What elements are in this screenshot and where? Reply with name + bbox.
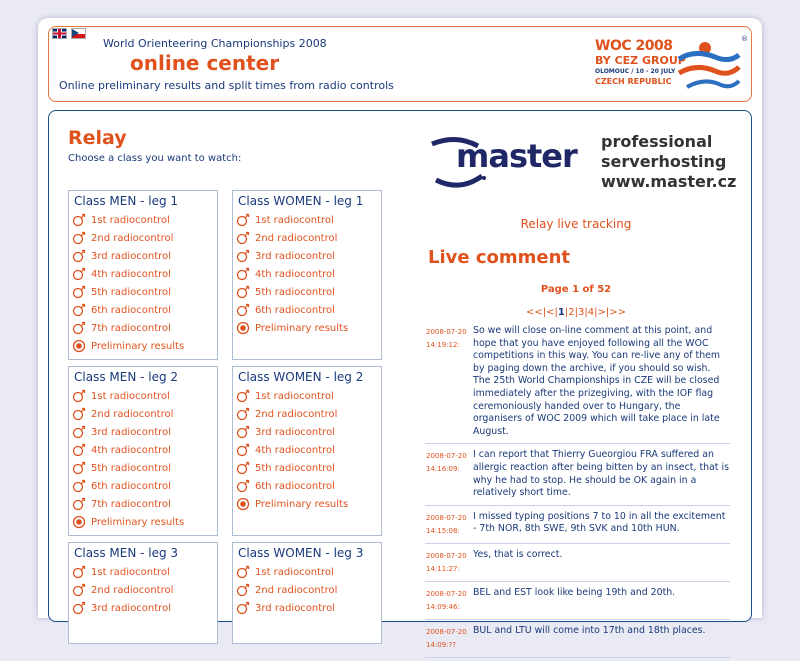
link-label: 7th radiocontrol: [91, 322, 171, 334]
radiocontrol-link[interactable]: [236, 423, 381, 441]
class-title: Class WOMEN - leg 3: [238, 546, 364, 560]
comment-text: Yes, that is correct.: [473, 548, 563, 560]
link-label: 6th radiocontrol: [91, 304, 171, 316]
site-title: online center: [130, 51, 280, 75]
radiocontrol-link[interactable]: [72, 301, 217, 319]
radiocontrol-link[interactable]: [72, 319, 217, 337]
comment-timestamp: [425, 549, 473, 576]
radiocontrol-link[interactable]: [236, 229, 381, 247]
radiocontrol-link[interactable]: [72, 563, 217, 581]
section-title: Relay: [68, 127, 127, 149]
logo-line4: CZECH REPUBLIC: [595, 77, 672, 86]
site-subtitle: Online preliminary results and split times from radio controls: [59, 79, 394, 92]
radiocontrol-icon: [72, 267, 86, 281]
comment-timestamp: [425, 511, 473, 538]
link-label: 2nd radiocontrol: [91, 232, 174, 244]
preliminary-results-link[interactable]: [72, 513, 217, 531]
radiocontrol-icon: [72, 285, 86, 299]
comment-timestamp: [425, 625, 473, 652]
comment-item: [425, 323, 730, 444]
comment-item: [425, 509, 730, 544]
radiocontrol-icon: [72, 479, 86, 493]
comment-item: [425, 447, 730, 505]
radiocontrol-link[interactable]: [72, 495, 217, 513]
comment-time: 14:15:08:: [426, 526, 460, 535]
radiocontrol-icon: [72, 565, 86, 579]
link-label: 5th radiocontrol: [255, 462, 335, 474]
link-label: 6th radiocontrol: [255, 304, 335, 316]
woc-logo: [595, 35, 748, 95]
radiocontrol-link[interactable]: [72, 387, 217, 405]
link-label: 1st radiocontrol: [255, 566, 334, 578]
radiocontrol-link[interactable]: [72, 405, 217, 423]
link-label: Preliminary results: [91, 340, 185, 352]
radiocontrol-icon: [236, 285, 250, 299]
comment-date: 2008-07-20: [426, 627, 467, 636]
link-label: 3rd radiocontrol: [255, 250, 335, 262]
radiocontrol-link[interactable]: [72, 247, 217, 265]
radiocontrol-link[interactable]: [72, 423, 217, 441]
comment-list: [425, 323, 730, 661]
page-link-4[interactable]: 4: [587, 307, 595, 318]
class-link-list: [233, 210, 381, 337]
sponsor-tagline-1: professional: [601, 132, 713, 151]
class-box: [68, 542, 218, 644]
preliminary-results-link[interactable]: [236, 319, 381, 337]
class-link-list: [233, 386, 381, 513]
next-page-link[interactable]: >: [597, 307, 606, 318]
event-name: World Orienteering Championships 2008: [103, 37, 327, 50]
link-label: Preliminary results: [255, 498, 349, 510]
radiocontrol-link[interactable]: [72, 459, 217, 477]
radiocontrol-link[interactable]: [236, 581, 381, 599]
runner-logo-icon: [675, 37, 743, 95]
link-label: 4th radiocontrol: [255, 444, 335, 456]
link-label: 2nd radiocontrol: [255, 232, 338, 244]
comment-date: 2008-07-20: [426, 513, 467, 522]
link-label: 3rd radiocontrol: [91, 250, 171, 262]
link-label: 2nd radiocontrol: [91, 584, 174, 596]
radiocontrol-icon: [72, 213, 86, 227]
comment-text: I can report that Thierry Gueorgiou FRA suffered an allergic reaction after being bitten by an insect, that is why he had to stop. He should be OK again in a relatively short time.: [473, 449, 729, 499]
cz-flag-icon[interactable]: [71, 28, 86, 39]
link-label: 1st radiocontrol: [91, 566, 170, 578]
comment-date: 2008-07-20: [426, 551, 467, 560]
class-box: [232, 542, 382, 644]
radiocontrol-link[interactable]: [236, 477, 381, 495]
radiocontrol-link[interactable]: [236, 211, 381, 229]
comment-time: 14:19:12:: [426, 341, 460, 349]
radiocontrol-link[interactable]: [236, 599, 381, 617]
sponsor-url: www.master.cz: [601, 172, 737, 191]
comment-text: So we will close on-line comment at this point, and hope that you have enjoyed following all the WOC competitions in this way. You can re-live any of them by paging down the archive, if you should so wish. The 25th World Championships in CZE will be closed immediately after the prizegiving, with the IOF flag ceremoniously handed over to Hungary, the organisers of WOC 2009 which will take place in late August.: [473, 325, 721, 437]
link-label: 5th radiocontrol: [91, 462, 171, 474]
class-link-list: [69, 210, 217, 355]
comment-text: I missed typing positions 7 to 10 in all the excitement - 7th NOR, 8th SWE, 9th SVK and 10th HUN.: [473, 510, 726, 535]
link-label: 3rd radiocontrol: [91, 426, 171, 438]
link-label: 3rd radiocontrol: [255, 602, 335, 614]
link-label: 1st radiocontrol: [91, 214, 170, 226]
link-label: 6th radiocontrol: [91, 480, 171, 492]
radiocontrol-link[interactable]: [72, 265, 217, 283]
class-link-list: [69, 386, 217, 531]
radiocontrol-link[interactable]: [72, 581, 217, 599]
sponsor-banner[interactable]: [426, 127, 737, 197]
radiocontrol-link[interactable]: [236, 459, 381, 477]
comment-time: 14:09:46:: [426, 602, 460, 611]
comment-time: 14:16:09:: [426, 465, 460, 474]
radiocontrol-icon: [72, 443, 86, 457]
header: [48, 26, 752, 102]
comment-item: [425, 585, 730, 620]
page-link-2[interactable]: 2: [568, 307, 575, 318]
logo-line1: WOC 2008: [595, 38, 673, 54]
results-icon: [72, 515, 86, 529]
radiocontrol-icon: [72, 389, 86, 403]
class-box: [232, 190, 382, 360]
link-label: 1st radiocontrol: [255, 214, 334, 226]
comment-item: [425, 547, 730, 582]
pagination: <<|<|1|2|3|4|>|>>: [525, 307, 627, 318]
logo-line2: BY CEZ GROUP: [595, 54, 686, 67]
radiocontrol-link[interactable]: [236, 265, 381, 283]
comment-date: 2008-07-20: [426, 589, 467, 598]
comment-date: 2008-07-20: [426, 452, 467, 461]
radiocontrol-icon: [72, 461, 86, 475]
prev-page-link[interactable]: <: [546, 307, 555, 318]
radiocontrol-icon: [236, 407, 250, 421]
radiocontrol-icon: [236, 601, 250, 615]
radiocontrol-icon: [72, 231, 86, 245]
link-label: 7th radiocontrol: [91, 498, 171, 510]
radiocontrol-link[interactable]: [72, 211, 217, 229]
radiocontrol-icon: [236, 267, 250, 281]
radiocontrol-link[interactable]: [236, 247, 381, 265]
comment-timestamp: [425, 587, 473, 614]
class-title: Class MEN - leg 1: [74, 194, 179, 208]
comment-text: BUL and LTU will come into 17th and 18th places.: [473, 624, 706, 636]
class-title: Class WOMEN - leg 2: [238, 370, 364, 384]
radiocontrol-icon: [236, 213, 250, 227]
radiocontrol-icon: [72, 425, 86, 439]
page-frame: [38, 18, 762, 649]
class-title: Class MEN - leg 2: [74, 370, 179, 384]
radiocontrol-icon: [72, 601, 86, 615]
class-box: [68, 190, 218, 360]
radiocontrol-link[interactable]: [236, 563, 381, 581]
radiocontrol-icon: [236, 389, 250, 403]
preliminary-results-link[interactable]: [72, 337, 217, 355]
link-label: Preliminary results: [255, 322, 349, 334]
relay-live-tracking-link[interactable]: Relay live tracking: [520, 217, 632, 231]
radiocontrol-link[interactable]: [236, 283, 381, 301]
link-label: 5th radiocontrol: [91, 286, 171, 298]
preliminary-results-link[interactable]: [236, 495, 381, 513]
radiocontrol-link[interactable]: [72, 441, 217, 459]
class-box: [68, 366, 218, 536]
first-page-link[interactable]: <<: [525, 307, 543, 318]
radiocontrol-link[interactable]: [236, 405, 381, 423]
radiocontrol-icon: [72, 321, 86, 335]
radiocontrol-icon: [72, 407, 86, 421]
registered-mark: ®: [741, 35, 748, 43]
uk-flag-icon[interactable]: [52, 28, 67, 39]
page-link-1[interactable]: 1: [557, 307, 565, 318]
results-icon: [236, 321, 250, 335]
comment-timestamp: [425, 449, 473, 499]
radiocontrol-icon: [236, 443, 250, 457]
link-label: Preliminary results: [91, 516, 185, 528]
radiocontrol-icon: [236, 249, 250, 263]
class-title: Class MEN - leg 3: [74, 546, 179, 560]
class-instruction: Choose a class you want to watch:: [68, 153, 242, 164]
class-box: [232, 366, 382, 536]
class-link-list: [69, 562, 217, 617]
link-label: 4th radiocontrol: [91, 444, 171, 456]
radiocontrol-icon: [236, 565, 250, 579]
radiocontrol-link[interactable]: [236, 441, 381, 459]
page-indicator: Page 1 of 52: [540, 284, 612, 295]
page-link-3[interactable]: 3: [577, 307, 585, 318]
sponsor-tagline-2: serverhosting: [601, 152, 727, 171]
radiocontrol-link[interactable]: [72, 599, 217, 617]
comment-timestamp: [425, 325, 473, 438]
radiocontrol-icon: [72, 497, 86, 511]
last-page-link[interactable]: >>: [609, 307, 627, 318]
radiocontrol-link[interactable]: [72, 229, 217, 247]
comment-item: [425, 623, 730, 658]
radiocontrol-icon: [236, 479, 250, 493]
link-label: 6th radiocontrol: [255, 480, 335, 492]
link-label: 4th radiocontrol: [91, 268, 171, 280]
class-title: Class WOMEN - leg 1: [238, 194, 364, 208]
radiocontrol-icon: [236, 583, 250, 597]
class-link-list: [233, 562, 381, 617]
link-label: 5th radiocontrol: [255, 286, 335, 298]
radiocontrol-link[interactable]: [236, 301, 381, 319]
live-comment-title: Live comment: [428, 247, 571, 268]
results-icon: [236, 497, 250, 511]
radiocontrol-icon: [236, 231, 250, 245]
comment-time: 14:09:??: [426, 640, 456, 649]
link-label: 4th radiocontrol: [255, 268, 335, 280]
radiocontrol-icon: [72, 249, 86, 263]
sponsor-wordmark: master: [456, 137, 577, 175]
comment-date: 2008-07-20: [426, 328, 467, 336]
radiocontrol-icon: [72, 583, 86, 597]
link-label: 2nd radiocontrol: [91, 408, 174, 420]
radiocontrol-icon: [236, 461, 250, 475]
link-label: 1st radiocontrol: [255, 390, 334, 402]
link-label: 1st radiocontrol: [91, 390, 170, 402]
link-label: 3rd radiocontrol: [91, 602, 171, 614]
logo-line3: OLOMOUC / 10 - 20 JULY: [595, 68, 676, 75]
radiocontrol-link[interactable]: [72, 283, 217, 301]
link-label: 2nd radiocontrol: [255, 408, 338, 420]
language-flags: [52, 28, 86, 39]
radiocontrol-link[interactable]: [236, 387, 381, 405]
radiocontrol-link[interactable]: [72, 477, 217, 495]
comment-time: 14:11:27:: [426, 564, 460, 573]
main-content: [48, 110, 752, 649]
link-label: 2nd radiocontrol: [255, 584, 338, 596]
radiocontrol-icon: [236, 425, 250, 439]
radiocontrol-icon: [236, 303, 250, 317]
link-label: 3rd radiocontrol: [255, 426, 335, 438]
results-icon: [72, 339, 86, 353]
radiocontrol-icon: [72, 303, 86, 317]
comment-text: BEL and EST look like being 19th and 20th.: [473, 586, 676, 598]
